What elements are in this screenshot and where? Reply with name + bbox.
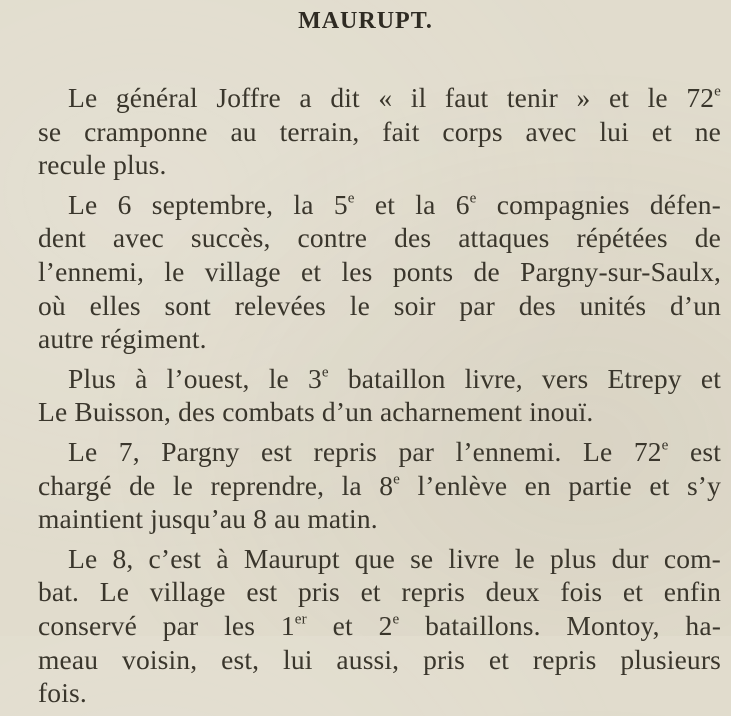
text-line: recule plus. <box>38 149 167 181</box>
paragraph-5 <box>8 542 721 710</box>
text-line: Le général Joffre a dit « il faut tenir » et le 72e <box>68 82 721 113</box>
body-text <box>8 81 721 716</box>
paragraph-2 <box>8 188 721 356</box>
paragraph-4 <box>8 435 721 536</box>
page-title: MAURUPT. <box>298 8 433 34</box>
text-line: où elles sont relevées le soir par des unités d’un <box>38 289 721 321</box>
text-line: maintient jusqu’au 8 au matin. <box>38 503 378 535</box>
text-line: l’ennemi, le village et les ponts de Pargny-sur-Saulx, <box>38 255 721 287</box>
text-line: dent avec succès, contre des attaques répétées de <box>38 222 721 254</box>
text-line: bat. Le village est pris et repris deux fois et enfin <box>38 576 721 608</box>
text-line: meau voisin, est, lui aussi, pris et repris plusieurs <box>38 643 721 675</box>
text-line: Le Buisson, des combats d’un acharnement inouï. <box>38 396 594 428</box>
text-line: Le 7, Pargny est repris par l’ennemi. Le 72e est <box>68 435 721 467</box>
text-line: chargé de le reprendre, la 8e l’enlève en partie et s’y <box>38 469 722 501</box>
text-line: Le 8, c’est à Maurupt que se livre le plus dur com- <box>68 542 721 574</box>
paragraph-3 <box>8 362 721 429</box>
text-line: conservé par les 1er et 2e bataillons. Montoy, ha- <box>38 609 721 641</box>
text-line: se cramponne au terrain, fait corps avec lui et ne <box>38 115 721 147</box>
text-line: autre régiment. <box>38 323 207 355</box>
text-line: fois. <box>38 677 87 709</box>
text-line: Le 6 septembre, la 5e et la 6e compagnies défen- <box>68 188 721 220</box>
text-line: Plus à l’ouest, le 3e bataillon livre, vers Etrepy et <box>68 362 721 394</box>
paragraph-1 <box>8 81 721 182</box>
